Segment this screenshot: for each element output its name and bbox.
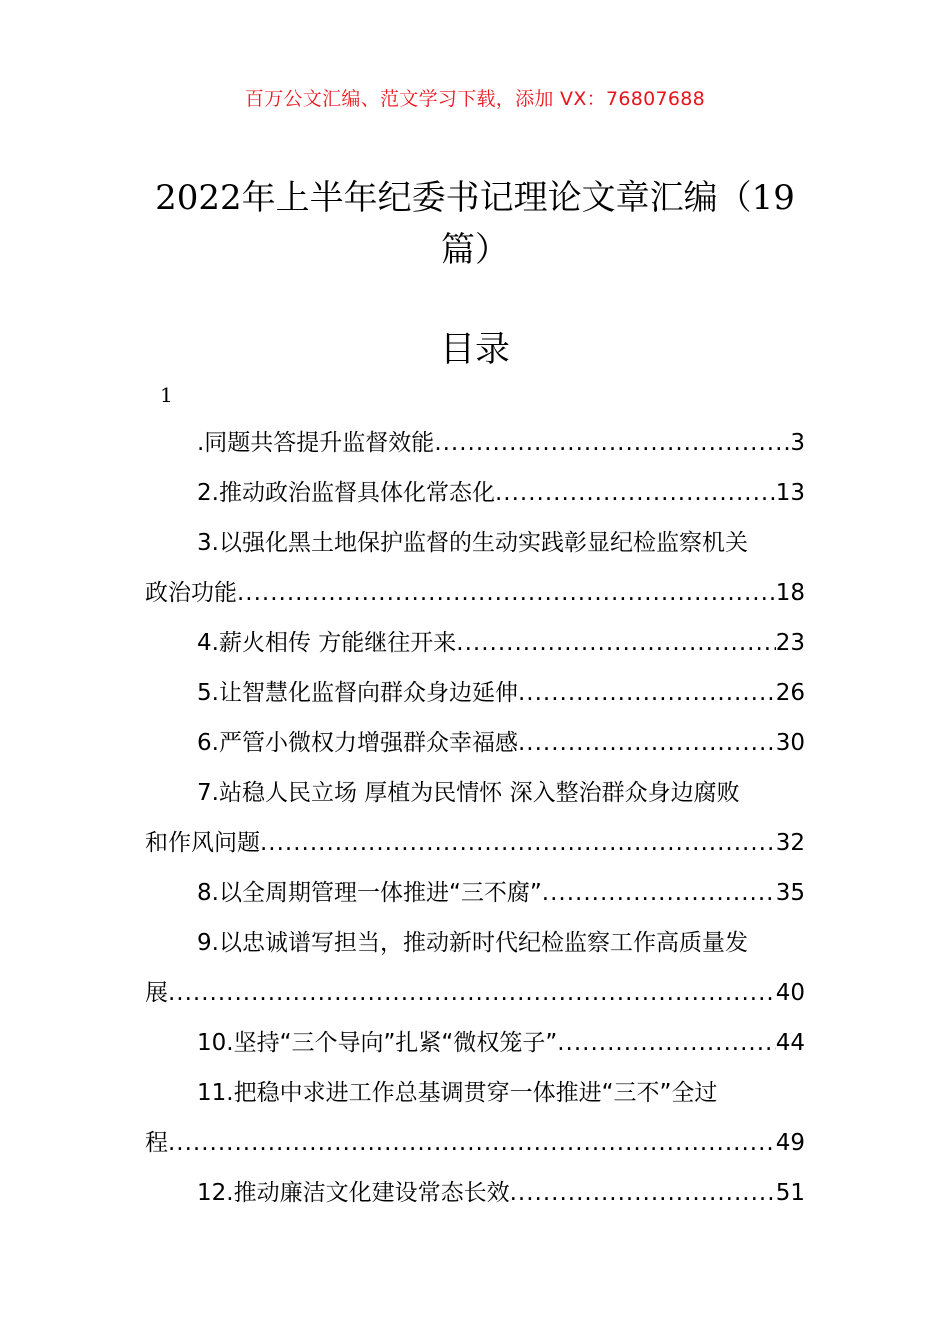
toc-entry-title: 4.薪火相传 方能继往开来 [197,630,457,656]
toc-entry-page: 23 [775,630,805,656]
toc-entry-title-line2: 展 [145,980,168,1006]
toc-entry-6[interactable] [145,718,805,768]
toc-entry-title-line1: 7.站稳人民立场 厚植为民情怀 深入整治群众身边腐败 [197,780,740,806]
toc-entry-10[interactable] [145,1018,805,1068]
toc-leader-dots [434,418,790,468]
toc-entry-3[interactable] [145,518,805,618]
toc-entry-page: 35 [775,880,805,906]
toc-entry-page: 3 [790,430,805,456]
toc-entry-title: 5.让智慧化监督向群众身边延伸 [197,680,518,706]
toc-entry-title-line2: 政治功能 [145,580,237,606]
toc-entry-page: 26 [775,680,805,706]
toc-leader-dots [518,668,776,718]
toc-entry-page: 18 [775,580,805,606]
table-of-contents [145,418,805,1218]
toc-entry-title: 10.坚持“三个导向”扎紧“微权笼子” [197,1030,558,1056]
toc-entry-title: 6.严管小微权力增强群众幸福感 [197,730,518,756]
toc-entry-page: 40 [775,980,805,1006]
toc-heading: 目录 [439,330,510,370]
toc-entry-11[interactable] [145,1068,805,1168]
toc-entry-page: 30 [775,730,805,756]
toc-entry-2[interactable] [145,468,805,518]
title-year: 2022 [155,178,242,218]
toc-leader-dots [518,718,776,768]
toc-entry-5[interactable] [145,668,805,718]
toc-entry-page: 44 [775,1030,805,1056]
toc-entry-page: 49 [775,1130,805,1156]
toc-entry-page: 13 [775,480,805,506]
toc-leader-dots [510,1168,776,1218]
toc-leader-dots [495,468,776,518]
watermark-text: 百万公文汇编、范文学习下载，添加 VX：76807688 [244,88,706,110]
toc-entry-title-line1: 9.以忠诚谱写担当，推动新时代纪检监察工作高质量发 [197,930,748,956]
title-text-line1: 年上半年纪委书记理论文章汇编（ [241,178,752,218]
page-marker: 1 [160,383,173,407]
toc-entry-page: 32 [775,830,805,856]
toc-entry-8[interactable] [145,868,805,918]
toc-entry-title-line2: 和作风问题 [145,830,260,856]
toc-leader-dots [456,618,775,668]
toc-leader-dots [542,868,776,918]
title-text-line2: 篇） [441,230,509,270]
toc-entry-title-line1: 3.以强化黑土地保护监督的生动实践彰显纪检监察机关 [197,530,748,556]
document-title [140,172,810,276]
toc-entry-title: 12.推动廉洁文化建设常态长效 [197,1180,510,1206]
toc-leader-dots [557,1018,775,1068]
toc-leader-dots [237,568,776,618]
toc-entry-9[interactable] [145,918,805,1018]
toc-entry-1[interactable] [145,418,805,468]
toc-entry-title: 2.推动政治监督具体化常态化 [197,480,495,506]
toc-leader-dots [168,1118,776,1168]
toc-entry-7[interactable] [145,768,805,868]
toc-entry-12[interactable] [145,1168,805,1218]
toc-entry-title-line1: 11.把稳中求进工作总基调贯穿一体推进“三不”全过 [197,1080,718,1106]
toc-entry-page: 51 [775,1180,805,1206]
toc-leader-dots [168,968,776,1018]
toc-entry-title: 8.以全周期管理一体推进“三不腐” [197,880,542,906]
toc-entry-title: .同题共答提升监督效能 [197,430,435,456]
toc-entry-4[interactable] [145,618,805,668]
toc-entry-title-line2: 程 [145,1130,168,1156]
toc-leader-dots [260,818,776,868]
title-count: 19 [751,178,795,218]
